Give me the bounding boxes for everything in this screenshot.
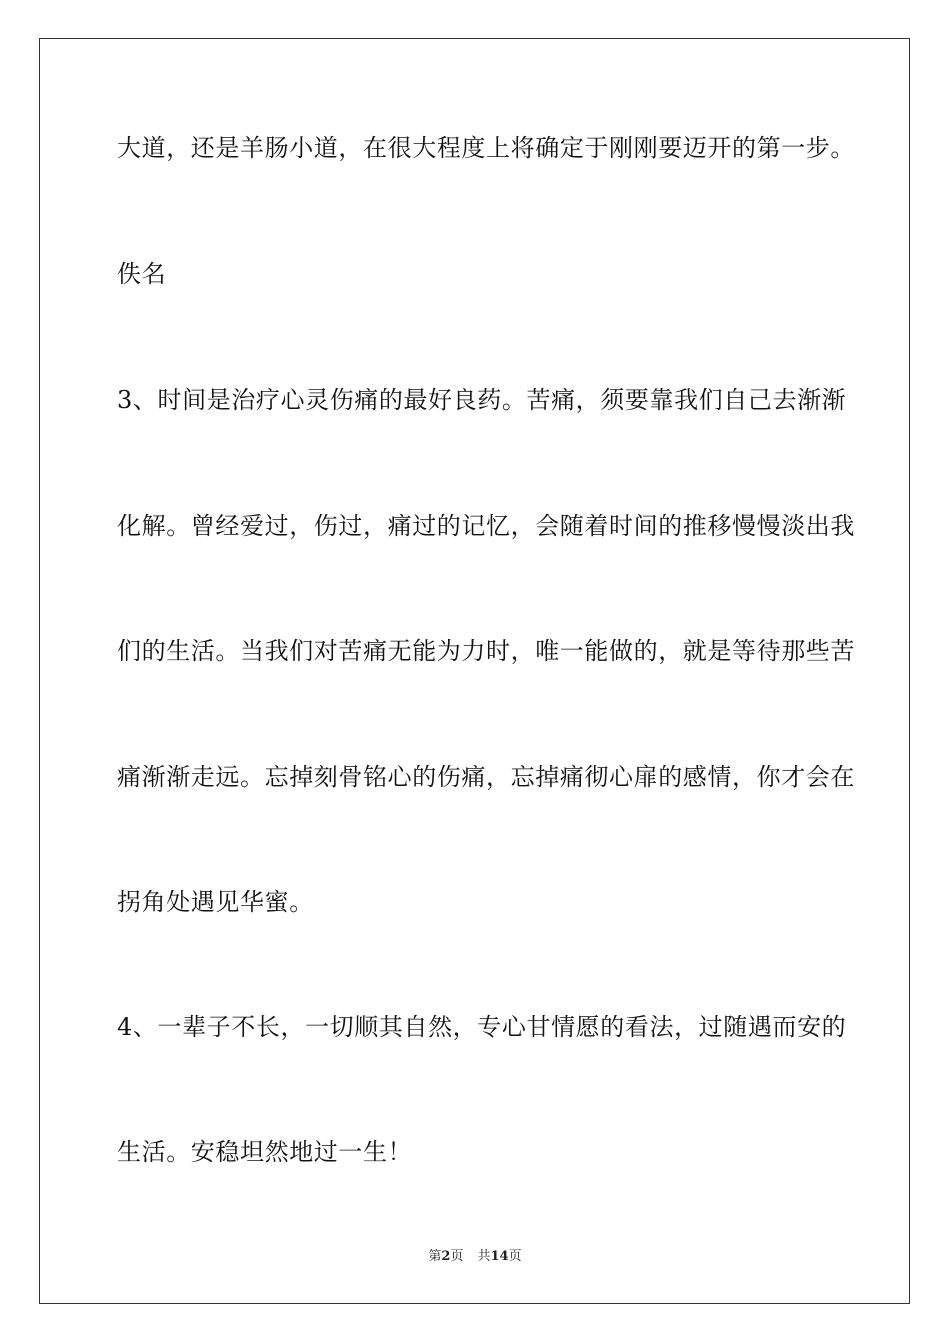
- body-text-line: 4、一辈子不长，一切顺其自然，专心甘情愿的看法，过随遇而安的: [117, 1013, 847, 1041]
- body-text-line: 大道，还是羊肠小道，在很大程度上将确定于刚刚要迈开的第一步。: [117, 134, 855, 162]
- total-prefix: 共: [477, 1249, 491, 1264]
- page-suffix: 页: [450, 1249, 464, 1264]
- page-border: [39, 38, 910, 1304]
- body-text-line: 们的生活。当我们对苦痛无能为力时，唯一能做的，就是等待那些苦: [117, 637, 855, 665]
- body-text-line: 生活。安稳坦然地过一生！: [117, 1138, 413, 1166]
- page-number: 2: [441, 1249, 451, 1264]
- author-attribution: 佚名: [117, 260, 167, 288]
- body-text-line: 拐角处遇见华蜜。: [117, 888, 314, 916]
- page-prefix: 第: [428, 1249, 442, 1264]
- total-suffix: 页: [508, 1249, 522, 1264]
- body-text-line: 痛渐渐走远。忘掉刻骨铭心的伤痛，忘掉痛彻心扉的感情，你才会在: [117, 763, 855, 791]
- body-text-line: 3、时间是治疗心灵伤痛的最好良药。苦痛，须要靠我们自己去渐渐: [117, 386, 847, 414]
- page-footer: [0, 1249, 950, 1265]
- body-text-line: 化解。曾经爱过，伤过，痛过的记忆，会随着时间的推移慢慢淡出我: [117, 512, 855, 540]
- total-pages: 14: [490, 1249, 509, 1264]
